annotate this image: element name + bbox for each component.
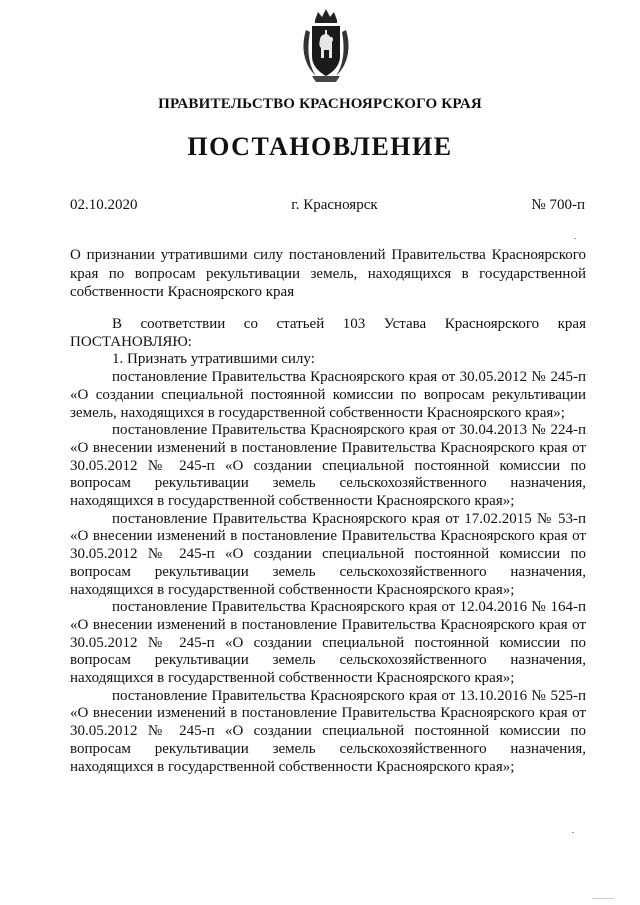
scan-artifact [574, 238, 576, 239]
document-subject: О признании утратившими силу постановлений Правительства Красноярского края по вопросам рекультивации земель, находящихся в государственной собственности Красноярского края [70, 247, 586, 300]
document-body [70, 316, 586, 776]
document-meta-row [70, 197, 585, 214]
clause-paragraph-4: постановление Правительства Красноярского края от 12.04.2016 № 164-п «О внесении изменений в постановление Правительства Красноярского края от 30.05.2012 № 245-п «О создании специальной постоянной комиссии по вопросам рекультивации земель сельскохозяйственного назначения, находящихся в государственной собственности Красноярского края»; [70, 599, 586, 687]
document-date: 02.10.2020 [70, 197, 138, 213]
scan-artifact [592, 898, 614, 899]
document-city: г. Красноярск [291, 197, 378, 213]
document-number: № 700-п [531, 197, 585, 213]
preamble-paragraph: В соответствии со статьей 103 Устава Красноярского края ПОСТАНОВЛЯЮ: [70, 316, 586, 350]
government-title: ПРАВИТЕЛЬСТВО КРАСНОЯРСКОГО КРАЯ [158, 96, 482, 112]
clause-paragraph-1: постановление Правительства Красноярского края от 30.05.2012 № 245-п «О создании специальной постоянной комиссии по вопросам рекультивации земель, находящихся в государственной собственности Красноярского края»; [70, 369, 586, 421]
clause-paragraph-3: постановление Правительства Красноярского края от 17.02.2015 № 53-п «О внесении изменений в постановление Правительства Красноярского края от 30.05.2012 № 245-п «О создании специальной постоянной комиссии по вопросам рекультивации земель сельскохозяйственного назначения, находящихся в государственной собственности Красноярского края»; [70, 510, 586, 598]
item-1-paragraph: 1. Признать утратившими силу: [112, 351, 315, 368]
coat-of-arms-icon [298, 6, 354, 86]
clause-paragraph-2: постановление Правительства Красноярского края от 30.04.2013 № 224-п «О внесении изменений в постановление Правительства Красноярского края от 30.05.2012 № 245-п «О создании специальной постоянной комиссии по вопросам рекультивации земель сельскохозяйственного назначения, находящихся в государственной собственности Красноярского края»; [70, 422, 586, 510]
scan-artifact [572, 832, 574, 833]
document-type-title: ПОСТАНОВЛЕНИЕ [187, 132, 453, 161]
clause-paragraph-5: постановление Правительства Красноярского края от 13.10.2016 № 525-п «О внесении изменений в постановление Правительства Красноярского края от 30.05.2012 № 245-п «О создании специальной постоянной комиссии по вопросам рекультивации земель сельскохозяйственного назначения, находящихся в государственной собственности Красноярского края»; [70, 687, 586, 775]
